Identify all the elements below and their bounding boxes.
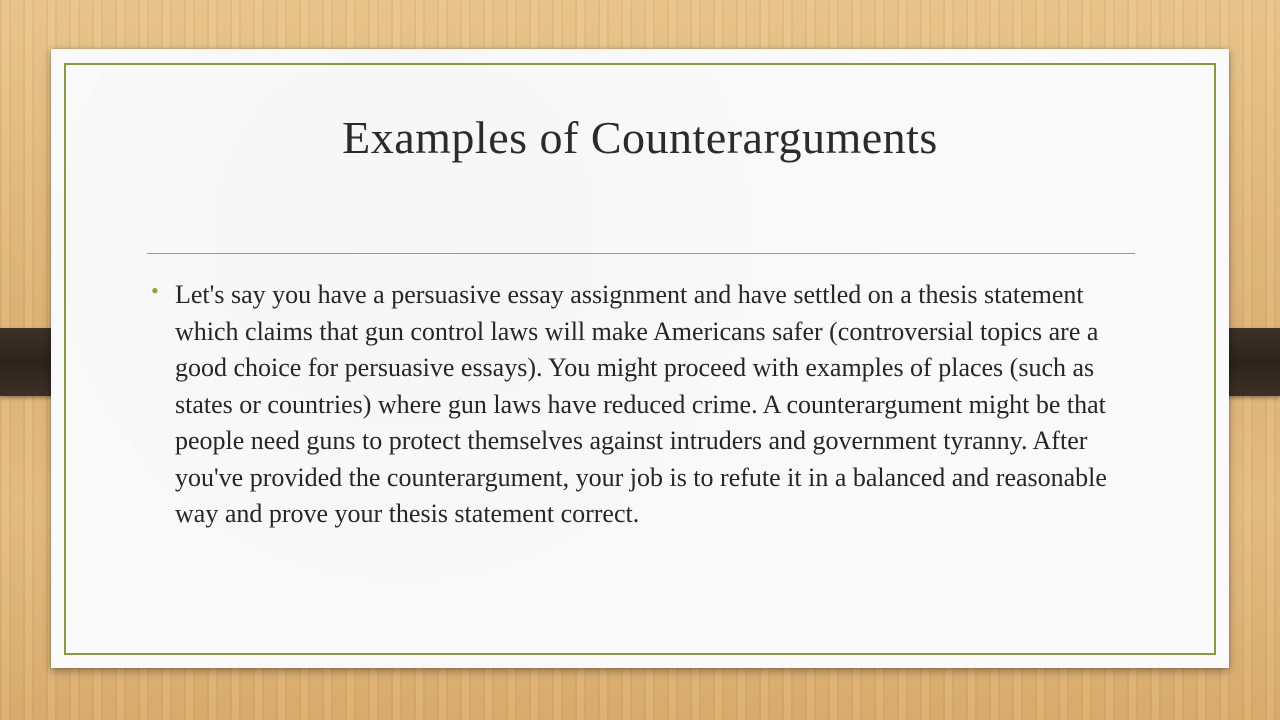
bullet-text: Let's say you have a persuasive essay assignment and have settled on a thesis statement which claims that gun control laws will make Americans safer (controversial topics are a good choice for persuasive essays). You might proceed with examples of places (such as states or countries) where gun laws have reduced crime. A counterargument might be that people need guns to protect themselves against intruders and government tyranny. After you've provided the counterargument, your job is to refute it in a balanced and reasonable way and prove your thesis statement correct. [175, 280, 1107, 528]
bullet-dot-icon: • [151, 278, 159, 303]
bullet-list [147, 277, 1137, 533]
slide-title: Examples of Counterarguments [342, 112, 938, 163]
title-divider [147, 253, 1135, 254]
slide-paper [51, 49, 1229, 668]
bullet-item [147, 277, 1137, 533]
